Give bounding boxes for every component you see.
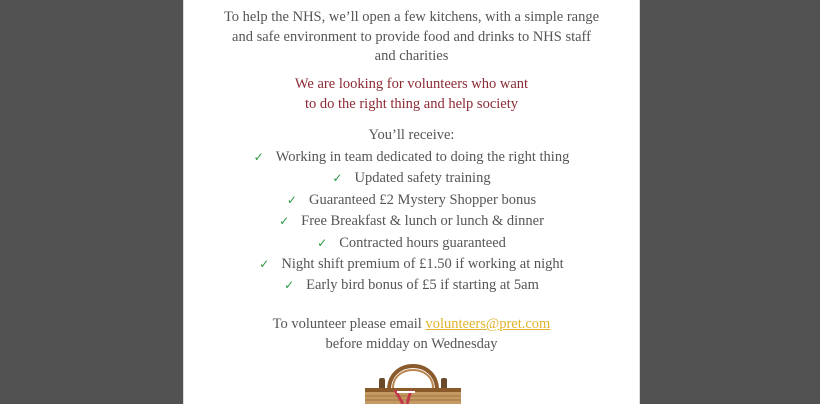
check-icon: ✓	[284, 278, 295, 293]
picnic-basket-icon	[357, 352, 469, 404]
benefits-title: You’ll receive:	[368, 127, 455, 143]
benefit-text: Early bird bonus of £5 if starting at 5am	[306, 277, 539, 294]
intro-line: To help the NHS, we’ll open a few kitchens, with a simple range	[223, 9, 600, 25]
benefit-text: Updated safety training	[354, 170, 491, 187]
check-icon: ✓	[259, 256, 270, 271]
check-icon: ✓	[332, 171, 343, 186]
check-icon: ✓	[286, 192, 297, 207]
benefit-item	[184, 211, 639, 232]
benefit-text: Free Breakfast & lunch or lunch & dinner	[301, 213, 544, 230]
benefit-item	[184, 168, 639, 189]
contact-deadline: before midday on Wednesday	[325, 335, 498, 352]
callout-line: to do the right thing and help society	[304, 95, 519, 112]
intro-line: and safe environment to provide food and drinks to NHS staff	[232, 28, 591, 45]
benefits-list	[184, 147, 639, 297]
intro-paragraph	[184, 8, 639, 67]
intro-line: and charities	[374, 48, 449, 64]
benefit-text: Working in team dedicated to doing the right thing	[275, 149, 570, 165]
volunteer-callout	[184, 75, 639, 114]
contact-line	[184, 315, 639, 335]
benefit-text: Night shift premium of £1.50 if working at night	[281, 255, 564, 272]
volunteer-email-link[interactable]: volunteers@pret.com	[425, 316, 551, 332]
benefit-item	[184, 147, 639, 168]
benefit-item	[184, 233, 639, 254]
contact-prefix: To volunteer please email	[272, 316, 426, 332]
contact-info	[184, 315, 639, 354]
benefit-item	[184, 275, 639, 296]
callout-line: We are looking for volunteers who want	[294, 76, 529, 92]
check-icon: ✓	[253, 150, 264, 164]
document-page	[183, 0, 640, 404]
check-icon: ✓	[279, 214, 290, 229]
benefit-text: Guaranteed £2 Mystery Shopper bonus	[308, 191, 537, 208]
check-icon: ✓	[317, 235, 328, 250]
benefit-item	[184, 190, 639, 211]
benefit-item	[184, 254, 639, 275]
benefit-text: Contracted hours guaranteed	[339, 234, 506, 251]
